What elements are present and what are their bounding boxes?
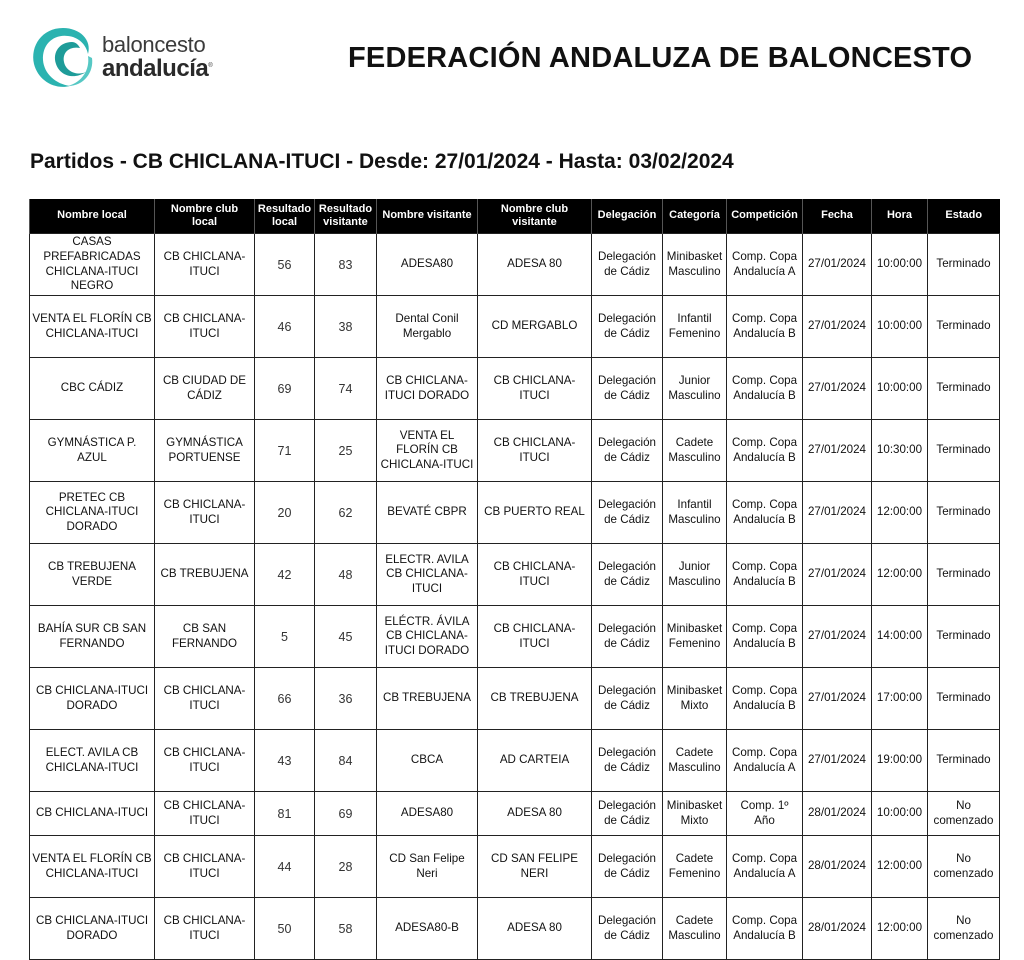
cell-fecha: 28/01/2024 (803, 792, 872, 836)
cell-estado: Terminado (928, 544, 1000, 606)
cell-estado: No comenzado (928, 898, 1000, 960)
cell-fecha: 27/01/2024 (803, 296, 872, 358)
cell-resultado-visitante: 62 (315, 482, 377, 544)
cell-categoria: Infantil Femenino (663, 296, 727, 358)
cell-resultado-local: 44 (255, 836, 315, 898)
col-header-nombre-visitante: Nombre visitante (377, 199, 478, 234)
basketball-swirl-icon (28, 24, 98, 92)
cell-nombre-visitante: ADESA80 (377, 792, 478, 836)
cell-fecha: 27/01/2024 (803, 544, 872, 606)
cell-fecha: 27/01/2024 (803, 606, 872, 668)
cell-estado: Terminado (928, 668, 1000, 730)
table-row (30, 544, 1000, 606)
cell-resultado-local: 42 (255, 544, 315, 606)
table-row (30, 730, 1000, 792)
cell-competicion: Comp. Copa Andalucía A (727, 836, 803, 898)
federation-title: FEDERACIÓN ANDALUZA DE BALONCESTO (348, 42, 973, 74)
cell-fecha: 27/01/2024 (803, 730, 872, 792)
cell-categoria: Minibasket Femenino (663, 606, 727, 668)
cell-resultado-visitante: 48 (315, 544, 377, 606)
cell-nombre-local: CB CHICLANA-ITUCI DORADO (30, 668, 155, 730)
cell-resultado-visitante: 58 (315, 898, 377, 960)
cell-hora: 14:00:00 (872, 606, 928, 668)
cell-resultado-local: 50 (255, 898, 315, 960)
cell-nombre-local: CASAS PREFABRICADAS CHICLANA-ITUCI NEGRO (30, 234, 155, 296)
cell-delegacion: Delegación de Cádiz (592, 606, 663, 668)
cell-resultado-visitante: 45 (315, 606, 377, 668)
cell-resultado-visitante: 36 (315, 668, 377, 730)
col-header-competicion: Competición (727, 199, 803, 234)
cell-fecha: 27/01/2024 (803, 668, 872, 730)
cell-nombre-local: CBC CÁDIZ (30, 358, 155, 420)
table-row (30, 358, 1000, 420)
col-header-delegacion: Delegación (592, 199, 663, 234)
cell-club-local: CB CHICLANA-ITUCI (155, 792, 255, 836)
cell-nombre-local: CB CHICLANA-ITUCI DORADO (30, 898, 155, 960)
cell-club-visitante: CB CHICLANA-ITUCI (478, 420, 592, 482)
cell-competicion: Comp. Copa Andalucía B (727, 668, 803, 730)
cell-fecha: 27/01/2024 (803, 234, 872, 296)
cell-nombre-visitante: CBCA (377, 730, 478, 792)
cell-resultado-local: 71 (255, 420, 315, 482)
cell-nombre-local: BAHÍA SUR CB SAN FERNANDO (30, 606, 155, 668)
cell-competicion: Comp. Copa Andalucía B (727, 606, 803, 668)
cell-hora: 12:00:00 (872, 544, 928, 606)
cell-estado: Terminado (928, 482, 1000, 544)
cell-estado: Terminado (928, 234, 1000, 296)
cell-club-visitante: ADESA 80 (478, 234, 592, 296)
table-row (30, 482, 1000, 544)
cell-nombre-visitante: CD San Felipe Neri (377, 836, 478, 898)
cell-club-visitante: AD CARTEIA (478, 730, 592, 792)
cell-delegacion: Delegación de Cádiz (592, 792, 663, 836)
cell-categoria: Junior Masculino (663, 544, 727, 606)
cell-estado: Terminado (928, 358, 1000, 420)
cell-nombre-visitante: ADESA80 (377, 234, 478, 296)
cell-estado: Terminado (928, 730, 1000, 792)
cell-nombre-local: CB TREBUJENA VERDE (30, 544, 155, 606)
cell-delegacion: Delegación de Cádiz (592, 836, 663, 898)
cell-hora: 10:00:00 (872, 792, 928, 836)
report-subtitle: Partidos - CB CHICLANA-ITUCI - Desde: 27/01/2024 - Hasta: 03/02/2024 (30, 150, 734, 173)
cell-nombre-local: CB CHICLANA-ITUCI (30, 792, 155, 836)
cell-nombre-visitante: CB TREBUJENA (377, 668, 478, 730)
cell-resultado-visitante: 69 (315, 792, 377, 836)
cell-competicion: Comp. Copa Andalucía A (727, 234, 803, 296)
cell-categoria: Cadete Masculino (663, 898, 727, 960)
cell-categoria: Junior Masculino (663, 358, 727, 420)
col-header-hora: Hora (872, 199, 928, 234)
cell-resultado-visitante: 83 (315, 234, 377, 296)
cell-resultado-local: 46 (255, 296, 315, 358)
cell-estado: No comenzado (928, 792, 1000, 836)
cell-hora: 10:30:00 (872, 420, 928, 482)
cell-competicion: Comp. Copa Andalucía B (727, 898, 803, 960)
cell-fecha: 28/01/2024 (803, 898, 872, 960)
cell-categoria: Minibasket Mixto (663, 792, 727, 836)
cell-delegacion: Delegación de Cádiz (592, 544, 663, 606)
cell-nombre-visitante: ELÉCTR. ÁVILA CB CHICLANA-ITUCI DORADO (377, 606, 478, 668)
table-row (30, 296, 1000, 358)
cell-delegacion: Delegación de Cádiz (592, 358, 663, 420)
cell-delegacion: Delegación de Cádiz (592, 668, 663, 730)
page-header (0, 0, 1024, 110)
cell-nombre-visitante: CB CHICLANA-ITUCI DORADO (377, 358, 478, 420)
cell-nombre-visitante: VENTA EL FLORÍN CB CHICLANA-ITUCI (377, 420, 478, 482)
cell-nombre-local: VENTA EL FLORÍN CB CHICLANA-ITUCI (30, 836, 155, 898)
cell-delegacion: Delegación de Cádiz (592, 898, 663, 960)
cell-categoria: Cadete Masculino (663, 730, 727, 792)
cell-fecha: 28/01/2024 (803, 836, 872, 898)
cell-resultado-local: 69 (255, 358, 315, 420)
cell-resultado-visitante: 38 (315, 296, 377, 358)
cell-categoria: Minibasket Mixto (663, 668, 727, 730)
cell-competicion: Comp. Copa Andalucía B (727, 544, 803, 606)
cell-club-local: CB CHICLANA-ITUCI (155, 730, 255, 792)
cell-club-local: CB CHICLANA-ITUCI (155, 482, 255, 544)
cell-fecha: 27/01/2024 (803, 482, 872, 544)
cell-club-local: CB CHICLANA-ITUCI (155, 296, 255, 358)
cell-resultado-local: 5 (255, 606, 315, 668)
cell-club-visitante: CB CHICLANA-ITUCI (478, 606, 592, 668)
cell-competicion: Comp. Copa Andalucía B (727, 296, 803, 358)
table-header-row (30, 199, 1000, 234)
cell-hora: 12:00:00 (872, 836, 928, 898)
cell-hora: 10:00:00 (872, 234, 928, 296)
table-row (30, 420, 1000, 482)
table-row (30, 898, 1000, 960)
cell-resultado-visitante: 84 (315, 730, 377, 792)
cell-club-local: CB CHICLANA-ITUCI (155, 898, 255, 960)
cell-club-visitante: ADESA 80 (478, 792, 592, 836)
col-header-nombre-local: Nombre local (30, 199, 155, 234)
cell-nombre-visitante: Dental Conil Mergablo (377, 296, 478, 358)
cell-resultado-visitante: 25 (315, 420, 377, 482)
col-header-estado: Estado (928, 199, 1000, 234)
cell-club-local: GYMNÁSTICA PORTUENSE (155, 420, 255, 482)
cell-hora: 12:00:00 (872, 482, 928, 544)
cell-nombre-local: VENTA EL FLORÍN CB CHICLANA-ITUCI (30, 296, 155, 358)
cell-club-visitante: CD MERGABLO (478, 296, 592, 358)
cell-club-local: CB CHICLANA-ITUCI (155, 668, 255, 730)
col-header-club-visitante: Nombre club visitante (478, 199, 592, 234)
cell-resultado-local: 43 (255, 730, 315, 792)
cell-club-local: CB SAN FERNANDO (155, 606, 255, 668)
cell-hora: 10:00:00 (872, 296, 928, 358)
col-header-resultado-local: Resultado local (255, 199, 315, 234)
cell-resultado-visitante: 74 (315, 358, 377, 420)
cell-club-visitante: CB CHICLANA-ITUCI (478, 544, 592, 606)
cell-club-visitante: ADESA 80 (478, 898, 592, 960)
cell-estado: No comenzado (928, 836, 1000, 898)
cell-nombre-visitante: BEVATÉ CBPR (377, 482, 478, 544)
cell-competicion: Comp. Copa Andalucía B (727, 420, 803, 482)
cell-estado: Terminado (928, 420, 1000, 482)
matches-table (29, 199, 1000, 960)
cell-club-visitante: CB TREBUJENA (478, 668, 592, 730)
cell-delegacion: Delegación de Cádiz (592, 730, 663, 792)
cell-competicion: Comp. Copa Andalucía A (727, 730, 803, 792)
cell-hora: 19:00:00 (872, 730, 928, 792)
col-header-club-local: Nombre club local (155, 199, 255, 234)
table-row (30, 606, 1000, 668)
cell-nombre-local: GYMNÁSTICA P. AZUL (30, 420, 155, 482)
cell-club-visitante: CB PUERTO REAL (478, 482, 592, 544)
cell-categoria: Cadete Femenino (663, 836, 727, 898)
cell-club-local: CB CHICLANA-ITUCI (155, 836, 255, 898)
brand-logo (28, 24, 228, 92)
brand-name-line2: andalucía® (102, 55, 213, 82)
cell-fecha: 27/01/2024 (803, 358, 872, 420)
cell-hora: 17:00:00 (872, 668, 928, 730)
cell-club-visitante: CB CHICLANA-ITUCI (478, 358, 592, 420)
table-row (30, 234, 1000, 296)
cell-nombre-visitante: ELECTR. AVILA CB CHICLANA-ITUCI (377, 544, 478, 606)
cell-club-local: CB TREBUJENA (155, 544, 255, 606)
cell-hora: 10:00:00 (872, 358, 928, 420)
cell-nombre-local: PRETEC CB CHICLANA-ITUCI DORADO (30, 482, 155, 544)
cell-resultado-local: 66 (255, 668, 315, 730)
cell-resultado-local: 81 (255, 792, 315, 836)
cell-club-visitante: CD SAN FELIPE NERI (478, 836, 592, 898)
table-row (30, 836, 1000, 898)
cell-competicion: Comp. Copa Andalucía B (727, 358, 803, 420)
table-row (30, 668, 1000, 730)
cell-nombre-visitante: ADESA80-B (377, 898, 478, 960)
brand-name-line1: baloncesto (102, 32, 206, 57)
cell-nombre-local: ELECT. AVILA CB CHICLANA-ITUCI (30, 730, 155, 792)
cell-resultado-local: 56 (255, 234, 315, 296)
cell-delegacion: Delegación de Cádiz (592, 296, 663, 358)
cell-estado: Terminado (928, 606, 1000, 668)
cell-delegacion: Delegación de Cádiz (592, 234, 663, 296)
col-header-categoria: Categoría (663, 199, 727, 234)
cell-club-local: CB CIUDAD DE CÁDIZ (155, 358, 255, 420)
cell-competicion: Comp. Copa Andalucía B (727, 482, 803, 544)
cell-categoria: Infantil Masculino (663, 482, 727, 544)
cell-categoria: Minibasket Masculino (663, 234, 727, 296)
cell-categoria: Cadete Masculino (663, 420, 727, 482)
cell-fecha: 27/01/2024 (803, 420, 872, 482)
cell-resultado-local: 20 (255, 482, 315, 544)
cell-club-local: CB CHICLANA-ITUCI (155, 234, 255, 296)
cell-delegacion: Delegación de Cádiz (592, 420, 663, 482)
cell-estado: Terminado (928, 296, 1000, 358)
table-row (30, 792, 1000, 836)
cell-competicion: Comp. 1º Año (727, 792, 803, 836)
cell-delegacion: Delegación de Cádiz (592, 482, 663, 544)
col-header-fecha: Fecha (803, 199, 872, 234)
cell-hora: 12:00:00 (872, 898, 928, 960)
cell-resultado-visitante: 28 (315, 836, 377, 898)
col-header-resultado-visitante: Resultado visitante (315, 199, 377, 234)
